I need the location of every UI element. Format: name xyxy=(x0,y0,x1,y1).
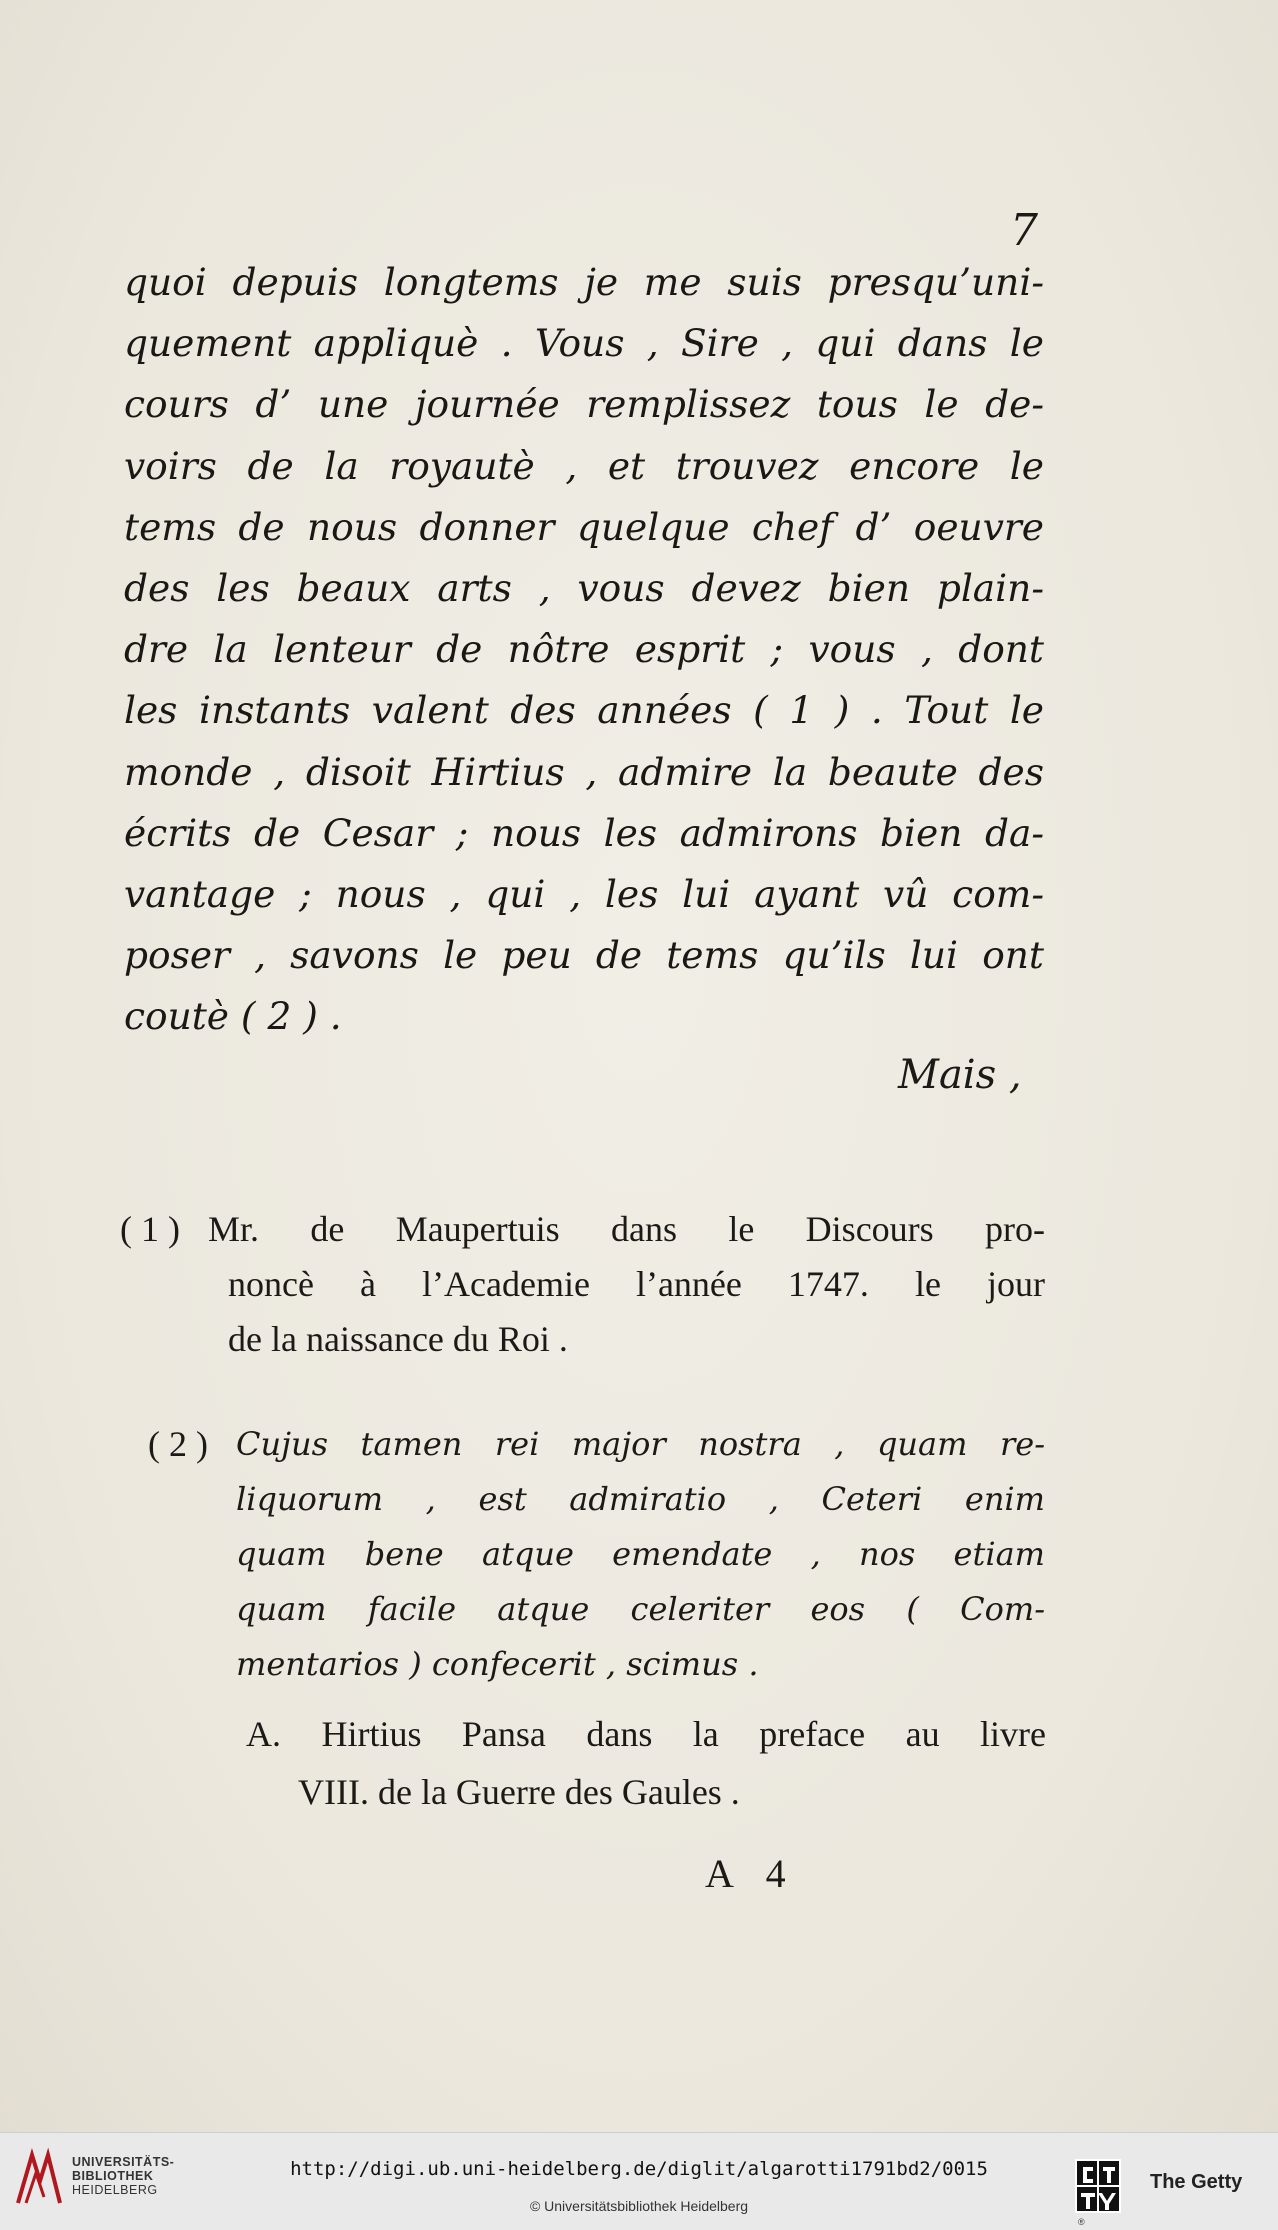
body-text xyxy=(124,252,1044,1047)
body-line: quoi depuis longtems je me suis presqu’uni- xyxy=(124,260,1044,304)
library-name-line: BIBLIOTHEK xyxy=(72,2169,154,2183)
body-line: quement appliquè . Vous , Sire , qui dans le xyxy=(124,321,1044,366)
footnote-line: quam bene atque emendate , nos etiam xyxy=(236,1535,1045,1573)
footnote-line: quam facile atque celeriter eos ( Com- xyxy=(236,1590,1045,1628)
body-line: tems de nous donner quelque chef d’ oeuvre xyxy=(124,504,1044,549)
catchword: Mais , xyxy=(898,1052,1022,1098)
viewer-footer xyxy=(0,2132,1278,2230)
body-line: cours d’ une journée remplissez tous le de- xyxy=(124,382,1044,427)
footnote-line: Mr. de Maupertuis dans le Discours pro- xyxy=(208,1209,1045,1249)
page-number: 7 xyxy=(1010,205,1038,256)
footnote-marker: ( 2 ) xyxy=(148,1424,208,1464)
partner-name: The Getty xyxy=(1150,2171,1243,2193)
footnote-line: Cujus tamen rei major nostra , quam re- xyxy=(236,1425,1045,1463)
registered-mark: ® xyxy=(1078,2217,1085,2227)
library-name-line: HEIDELBERG xyxy=(72,2183,158,2197)
body-line: dre la lenteur de nôtre esprit ; vous , dont xyxy=(124,627,1044,672)
body-line: les instants valent des années ( 1 ) . Tout le xyxy=(124,688,1044,733)
footnote-line: liquorum , est admiratio , Ceteri enim xyxy=(236,1480,1045,1518)
attribution-line: A. Hirtius Pansa dans la preface au livre xyxy=(246,1714,1046,1754)
footnote-line: mentarios ) confecerit , scimus . xyxy=(236,1645,759,1683)
getty-logo-icon[interactable] xyxy=(1075,2159,1121,2213)
body-line: monde , disoit Hirtius , admire la beaute des xyxy=(124,749,1044,794)
signature-mark: A 4 xyxy=(705,1851,798,1896)
footnote-1 xyxy=(120,1202,1045,1367)
footnote-attribution xyxy=(246,1705,1046,1821)
body-line: coutè ( 2 ) . xyxy=(124,994,342,1039)
attribution-line: VIII. de la Guerre des Gaules . xyxy=(298,1772,740,1812)
body-line: vantage ; nous , qui , les lui ayant vû com- xyxy=(124,871,1044,916)
body-line: voirs de la royautè , et trouvez encore le xyxy=(124,443,1044,488)
copyright-notice: © Universitätsbibliothek Heidelberg xyxy=(529,2198,749,2214)
footnote-line: de la naissance du Roi . xyxy=(228,1319,568,1359)
footnote-line: noncè à l’Academie l’année 1747. le jour xyxy=(228,1264,1045,1304)
footnote-marker: ( 1 ) xyxy=(120,1209,180,1249)
permalink-url[interactable]: http://digi.ub.uni-heidelberg.de/diglit/algarotti1791bd2/0015 xyxy=(290,2158,988,2180)
body-line: écrits de Cesar ; nous les admirons bien da- xyxy=(124,810,1044,855)
library-name-line: UNIVERSITÄTS- xyxy=(72,2155,175,2169)
body-line: des les beaux arts , vous devez bien plain- xyxy=(124,565,1044,610)
footnote-2 xyxy=(148,1417,1045,1692)
body-line: poser , savons le peu de tems qu’ils lui ont xyxy=(124,933,1044,978)
